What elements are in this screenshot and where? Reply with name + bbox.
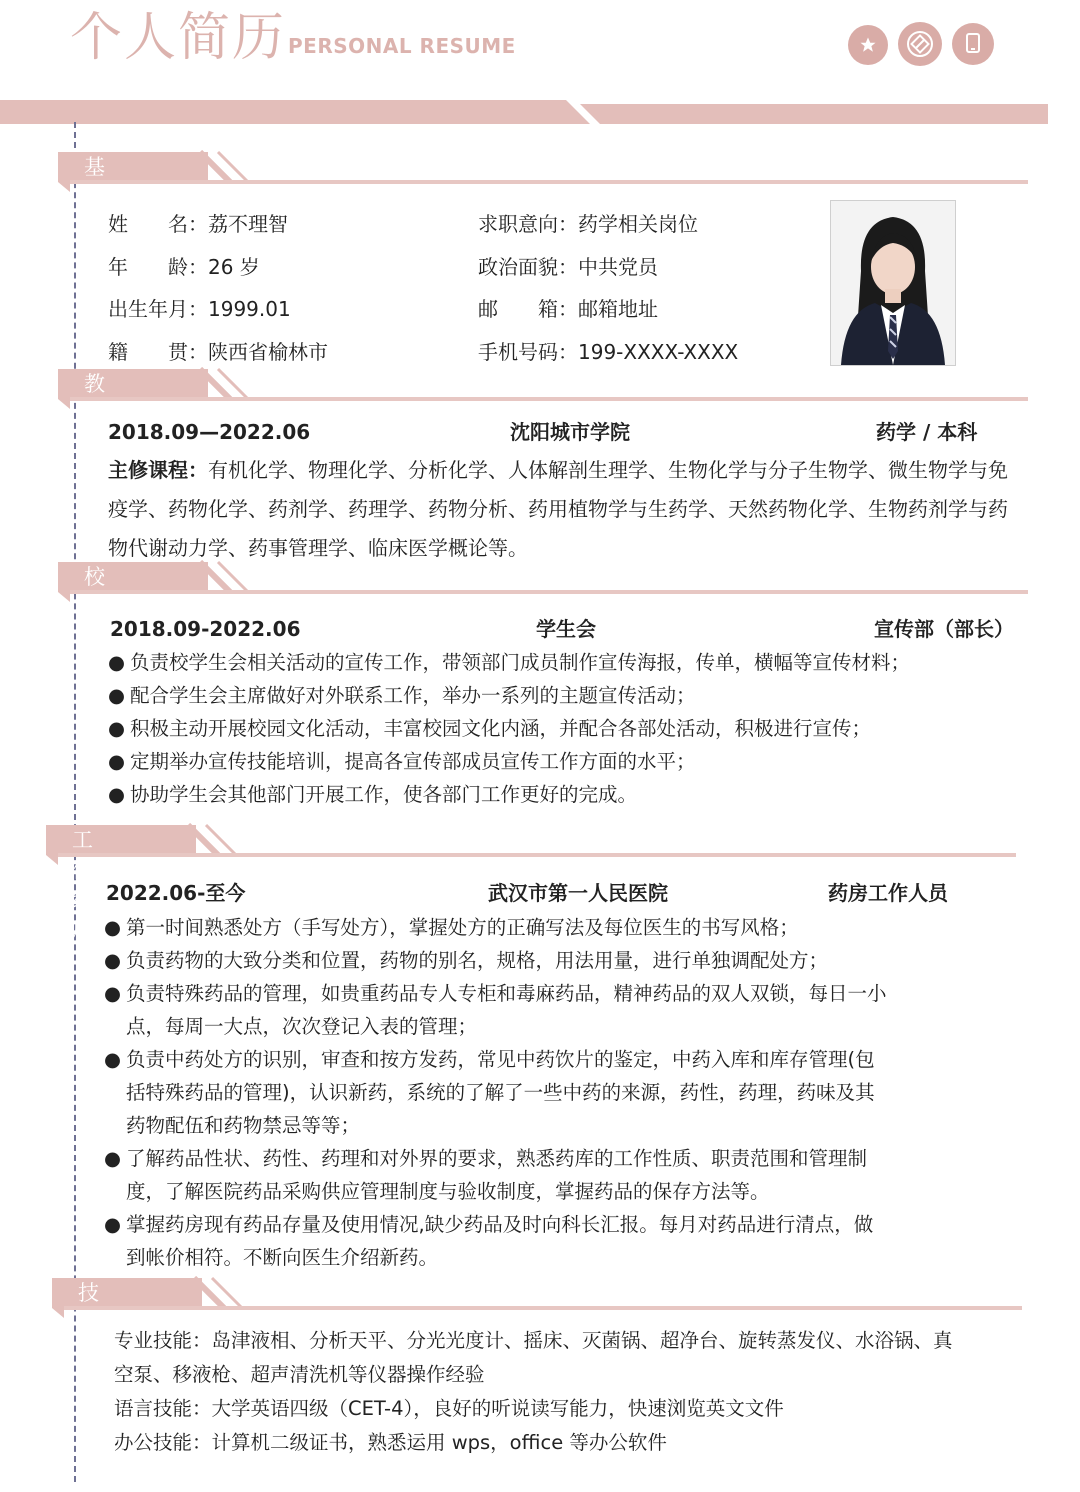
campus-role: 宣传部（部长）	[874, 617, 1014, 641]
profile-photo	[830, 200, 956, 366]
section-title-basic: 基本信息	[84, 155, 105, 269]
list-item: ● 协助学生会其他部门开展工作，使各部门工作更好的完成。	[108, 783, 638, 806]
campus-period: 2018.09-2022.06	[110, 617, 301, 641]
skills-list	[114, 1324, 1054, 1460]
card-icon	[898, 22, 942, 66]
list-item: ● 负责中药处方的识别，审查和按方发药，常见中药饮片的鉴定，中药入库和库存管理(包 括特殊药品的管理)，认识新药，系统的了解了一些中药的来源，药性，药理，药味及其 药物配伍和药物禁忌等等；	[104, 1048, 875, 1137]
basic-job: 求职意向：药学相关岗位	[478, 212, 698, 236]
basic-political: 政治面貌：中共党员	[478, 255, 658, 279]
skill-office: 办公技能：计算机二级证书，熟悉运用 wps，office 等办公软件	[114, 1431, 667, 1454]
skill-language: 语言技能：大学英语四级（CET-4），良好的听说读写能力，快速浏览英文文件	[114, 1397, 784, 1420]
list-item: ● 负责校学生会相关活动的宣传工作，带领部门成员制作宣传海报，传单，横幅等宣传材料；	[108, 651, 911, 674]
basic-name: 姓 名：荔不理智	[108, 212, 288, 236]
basic-age: 年 龄：26 岁	[108, 255, 260, 279]
basic-phone: 手机号码：199-XXXX-XXXX	[478, 340, 739, 364]
edu-major: 药学 / 本科	[876, 420, 978, 444]
list-item: ● 定期举办宣传技能培训，提高各宣传部成员宣传工作方面的水平；	[108, 750, 696, 773]
edu-courses-label: 主修课程：	[108, 458, 208, 482]
edu-courses-text: 有机化学、物理化学、分析化学、人体解剖生理学、生物化学与分子生物学、微生物学与免疫学、药物化学、药剂学、药理学、药物分析、药用植物学与生药学、天然药物化学、生物药剂学与药物代谢动力学、药事管理学、临床医学概论等。	[108, 458, 1008, 560]
campus-bullets	[108, 646, 1028, 811]
basic-birth: 出生年月：1999.01	[108, 297, 291, 321]
edu-school: 沈阳城市学院	[510, 420, 630, 444]
list-item: ● 负责药物的大致分类和位置，药物的别名，规格，用法用量，进行单独调配处方；	[104, 949, 829, 972]
list-item: ● 第一时间熟悉处方（手写处方），掌握处方的正确写法及每位医生的书写风格；	[104, 916, 799, 939]
section-title-campus: 校园经历	[84, 565, 105, 679]
section-title-work: 工作经历	[72, 828, 93, 942]
edu-period: 2018.09—2022.06	[108, 420, 311, 444]
list-item: ● 了解药品性状、药性、药理和对外界的要求，熟悉药库的工作性质、职责范围和管理制 度，了解医院药品采购供应管理制度与验收制度，掌握药品的保存方法等。	[104, 1147, 868, 1203]
basic-email: 邮 箱：邮箱地址	[478, 297, 658, 321]
work-bullets	[104, 911, 1024, 1274]
list-item: ● 掌握药房现有药品存量及使用情况,缺少药品及时向科长汇报。每月对药品进行清点，做 到帐价相符。不断向医生介绍新药。	[104, 1213, 874, 1269]
list-item: ● 配合学生会主席做好对外联系工作，举办一系列的主题宣传活动；	[108, 684, 696, 707]
skill-pro-line1: 专业技能：岛津液相、分析天平、分光光度计、摇床、灭菌锅、超净台、旋转蒸发仪、水浴锅、真	[114, 1329, 953, 1352]
resume-title-cn: 个人简历	[70, 8, 287, 68]
list-item: ● 积极主动开展校园文化活动，丰富校园文化内涵，并配合各部处活动，积极进行宣传；	[108, 717, 872, 740]
basic-origin: 籍 贯：陕西省榆林市	[108, 340, 328, 364]
section-title-skills: 技能证书	[78, 1281, 99, 1395]
skill-pro-line2: 空泵、移液枪、超声清洗机等仪器操作经验	[114, 1363, 485, 1386]
edu-courses	[108, 451, 1008, 568]
list-item: ● 负责特殊药品的管理，如贵重药品专人专柜和毒麻药品，精神药品的双人双锁，每日一小 点，每周一大点，次次登记入表的管理；	[104, 982, 887, 1038]
campus-org: 学生会	[536, 617, 596, 641]
resume-title-en: PERSONAL RESUME	[288, 34, 516, 58]
work-role: 药房工作人员	[828, 881, 948, 905]
star-icon	[848, 25, 888, 65]
phone-icon	[952, 23, 994, 65]
section-title-education: 教育背景	[84, 372, 105, 486]
work-org: 武汉市第一人民医院	[488, 881, 668, 905]
work-period: 2022.06-至今	[106, 881, 246, 905]
header-band	[0, 98, 1080, 128]
